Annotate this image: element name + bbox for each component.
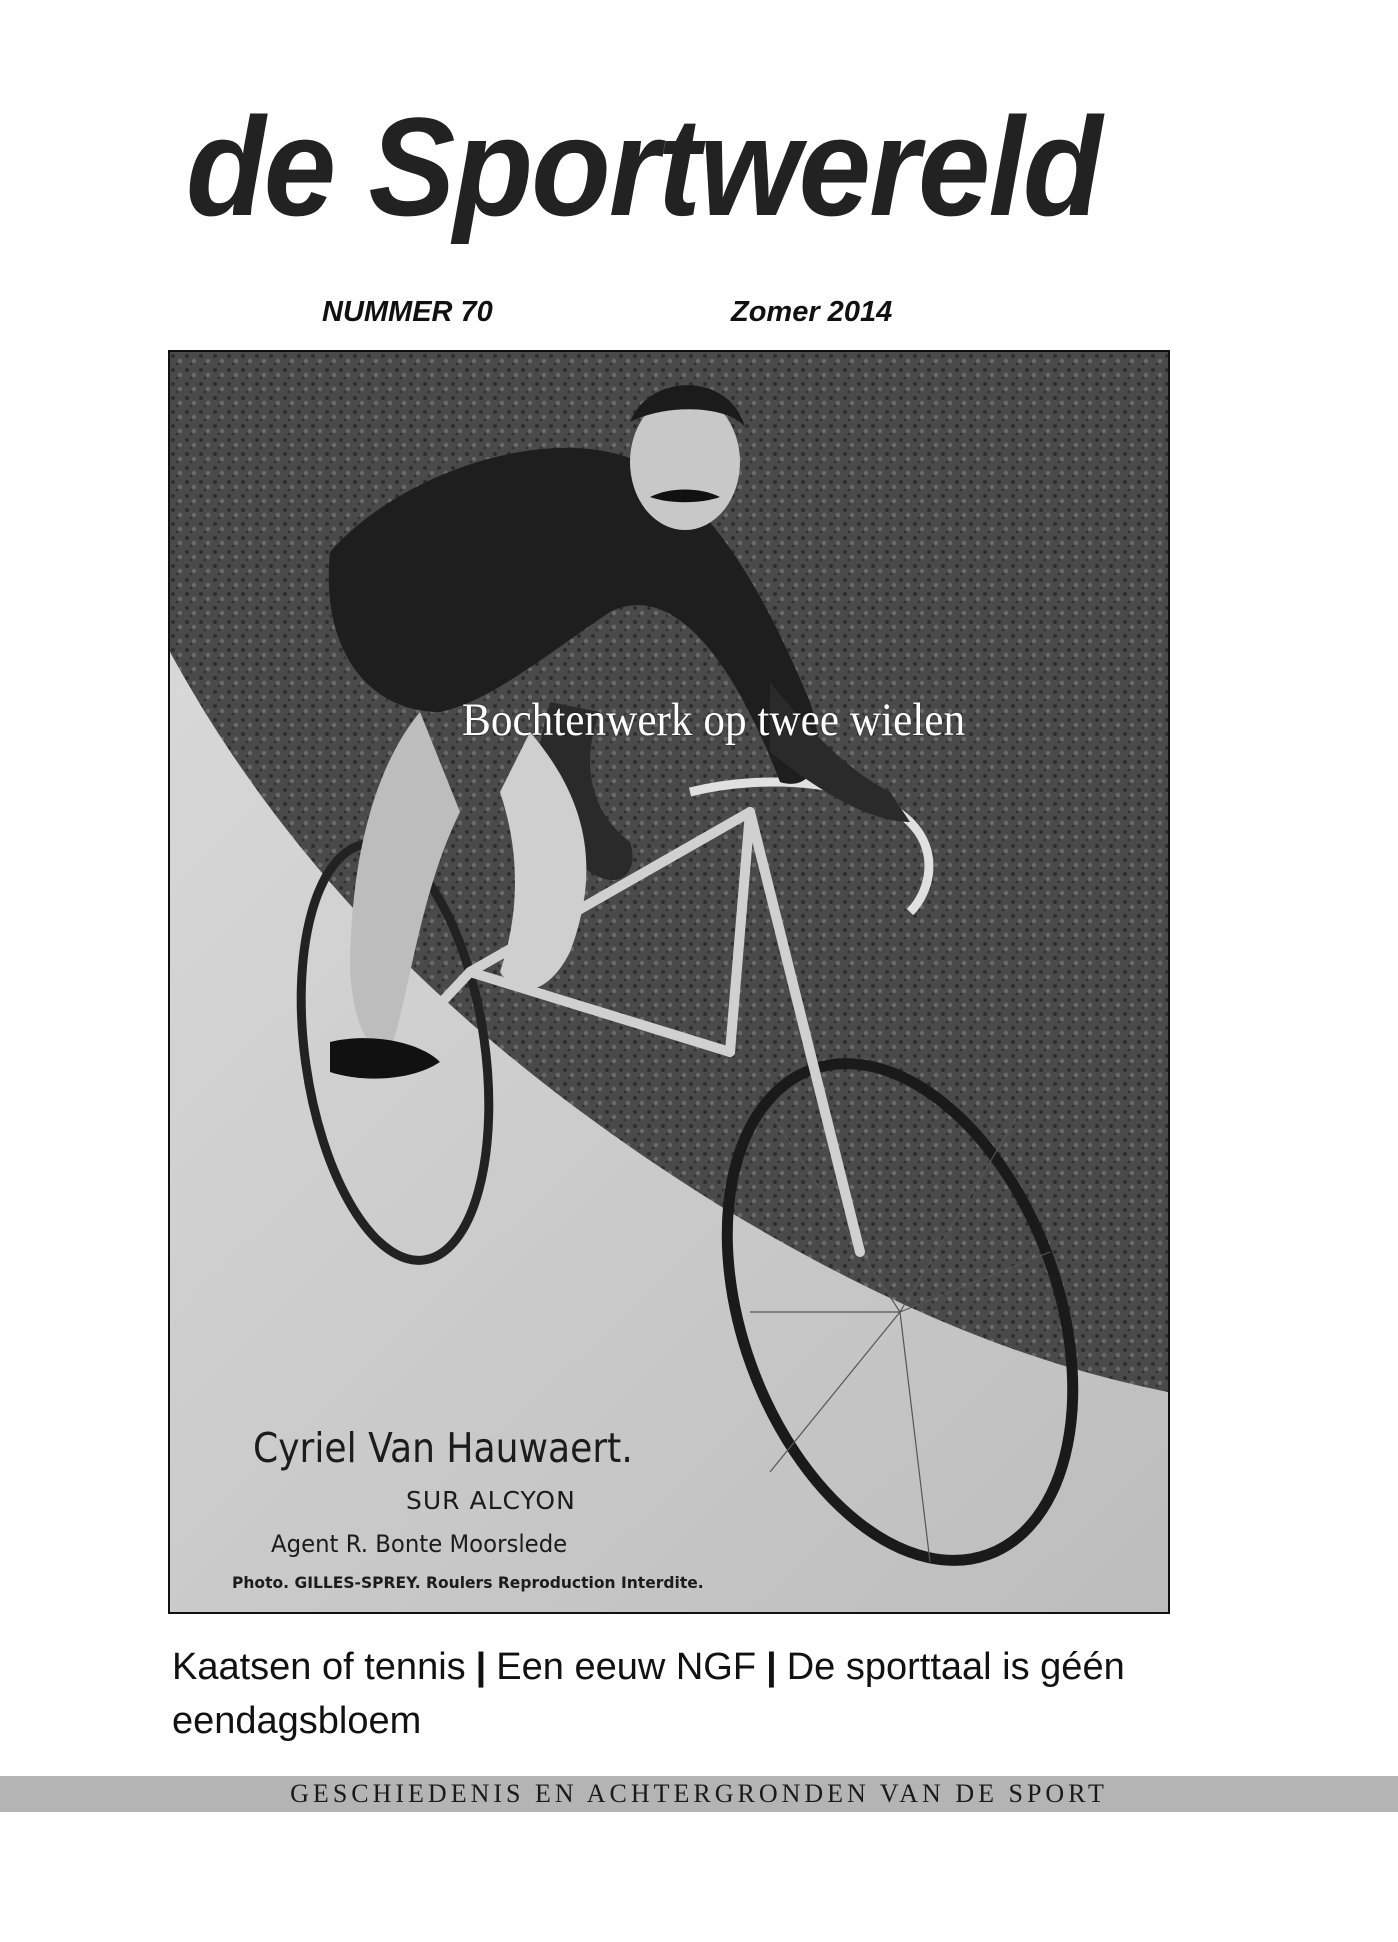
cover-headline: Bochtenwerk op twee wielen (462, 694, 966, 746)
magazine-title: de Sportwereld (186, 88, 1101, 245)
footer-band (0, 1776, 1398, 1812)
issue-number: NUMMER 70 (322, 296, 493, 328)
cyclist-illustration (170, 352, 1168, 1612)
photo-caption-credit: Photo. GILLES-SPREY. Roulers Reproduction Interdite. (232, 1573, 704, 1592)
footer-tagline: GESCHIEDENIS EN ACHTERGRONDEN VAN DE SPORT (290, 1779, 1108, 1808)
issue-season: Zomer 2014 (731, 296, 893, 328)
photo-caption-agent: Agent R. Bonte Moorslede (271, 1530, 568, 1558)
cover-teasers (172, 1640, 1172, 1748)
teaser-item: Kaatsen of tennis (172, 1646, 466, 1688)
teaser-separator: | (475, 1646, 487, 1688)
teaser-separator: | (766, 1646, 777, 1688)
teaser-item: De sporttaal is géén eendagsbloem (172, 1646, 1125, 1742)
teaser-item: Een eeuw NGF (496, 1646, 757, 1688)
photo-caption-sub: SUR ALCYON (406, 1486, 576, 1515)
photo-caption-name: Cyriel Van Hauwaert. (253, 1424, 633, 1472)
